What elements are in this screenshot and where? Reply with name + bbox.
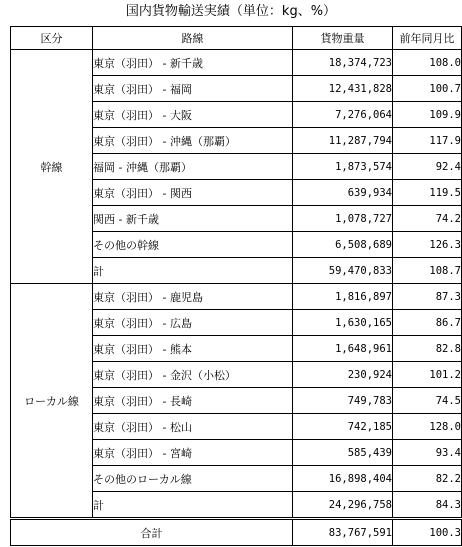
yoy-cell: 84.3: [393, 492, 462, 519]
route-cell: 東京（羽田） - 松山: [93, 414, 293, 440]
yoy-cell: 101.2: [393, 362, 462, 388]
yoy-cell: 108.0: [393, 50, 462, 76]
route-cell: 東京（羽田） - 宮崎: [93, 440, 293, 466]
grand-total-cargo: 83,767,591: [293, 519, 393, 546]
cargo-cell: 749,783: [293, 388, 393, 414]
header-category: 区分: [11, 27, 93, 50]
grand-total-yoy: 100.3: [393, 519, 462, 546]
yoy-cell: 100.7: [393, 76, 462, 102]
yoy-cell: 117.9: [393, 128, 462, 154]
cargo-cell: 585,439: [293, 440, 393, 466]
yoy-cell: 82.2: [393, 466, 462, 492]
cargo-cell: 639,934: [293, 180, 393, 206]
route-cell: 東京（羽田） - 福岡: [93, 76, 293, 102]
cargo-cell: 1,648,961: [293, 336, 393, 362]
route-cell: 東京（羽田） - 長崎: [93, 388, 293, 414]
category-cell: 幹線: [11, 50, 93, 284]
freight-table: [10, 26, 462, 546]
header-cargo: 貨物重量: [293, 27, 393, 50]
table-title: 国内貨物輸送実績（単位：kg、%）: [125, 4, 337, 19]
route-cell: 東京（羽田） - 熊本: [93, 336, 293, 362]
category-cell: ローカル線: [11, 284, 93, 519]
yoy-cell: 119.5: [393, 180, 462, 206]
route-cell: 東京（羽田） - 沖縄（那覇）: [93, 128, 293, 154]
cargo-cell: 7,276,064: [293, 102, 393, 128]
route-cell: 東京（羽田） - 大阪: [93, 102, 293, 128]
grand-total-row: [11, 519, 462, 546]
yoy-cell: 92.4: [393, 154, 462, 180]
cargo-cell: 230,924: [293, 362, 393, 388]
route-cell: その他の幹線: [93, 232, 293, 258]
route-cell: 計: [93, 492, 293, 519]
yoy-cell: 74.5: [393, 388, 462, 414]
route-cell: その他のローカル線: [93, 466, 293, 492]
cargo-cell: 1,873,574: [293, 154, 393, 180]
yoy-cell: 87.3: [393, 284, 462, 310]
yoy-cell: 128.0: [393, 414, 462, 440]
table-row: [11, 284, 462, 310]
route-cell: 計: [93, 258, 293, 284]
yoy-cell: 86.7: [393, 310, 462, 336]
yoy-cell: 74.2: [393, 206, 462, 232]
route-cell: 東京（羽田） - 新千歳: [93, 50, 293, 76]
grand-total-label: 合計: [11, 519, 293, 546]
header-route: 路線: [93, 27, 293, 50]
route-cell: 東京（羽田） - 広島: [93, 310, 293, 336]
yoy-cell: 126.3: [393, 232, 462, 258]
yoy-cell: 93.4: [393, 440, 462, 466]
cargo-cell: 24,296,758: [293, 492, 393, 519]
route-cell: 東京（羽田） - 鹿児島: [93, 284, 293, 310]
cargo-cell: 11,287,794: [293, 128, 393, 154]
cargo-cell: 12,431,828: [293, 76, 393, 102]
cargo-cell: 59,470,833: [293, 258, 393, 284]
route-cell: 福岡 - 沖縄（那覇）: [93, 154, 293, 180]
route-cell: 東京（羽田） - 金沢（小松）: [93, 362, 293, 388]
yoy-cell: 109.9: [393, 102, 462, 128]
cargo-cell: 1,816,897: [293, 284, 393, 310]
route-cell: 関西 - 新千歳: [93, 206, 293, 232]
header-row: [11, 27, 462, 50]
cargo-cell: 742,185: [293, 414, 393, 440]
cargo-cell: 6,508,689: [293, 232, 393, 258]
cargo-cell: 18,374,723: [293, 50, 393, 76]
cargo-cell: 16,898,404: [293, 466, 393, 492]
header-yoy: 前年同月比: [393, 27, 462, 50]
route-cell: 東京（羽田） - 関西: [93, 180, 293, 206]
table-row: [11, 50, 462, 76]
cargo-cell: 1,078,727: [293, 206, 393, 232]
yoy-cell: 108.7: [393, 258, 462, 284]
cargo-cell: 1,630,165: [293, 310, 393, 336]
table-body: [11, 50, 462, 546]
yoy-cell: 82.8: [393, 336, 462, 362]
